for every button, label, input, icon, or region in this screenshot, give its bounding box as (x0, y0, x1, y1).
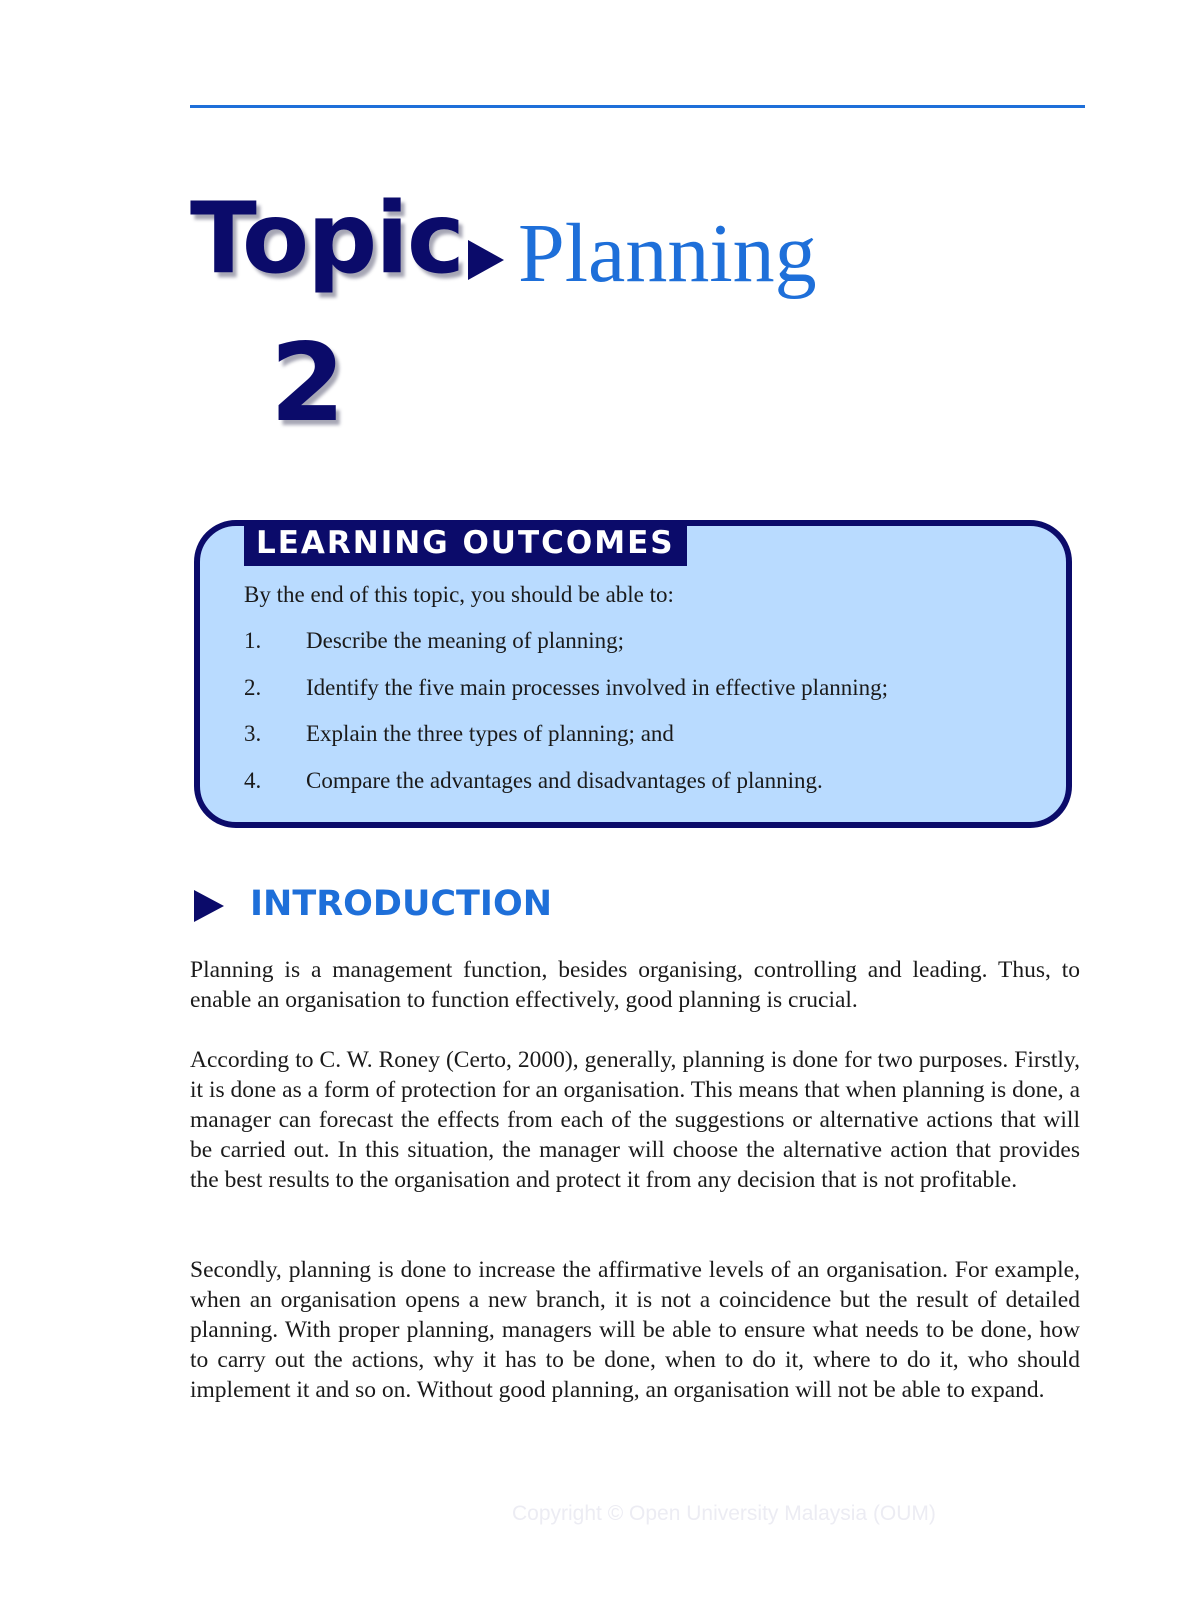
section-arrow-icon (194, 890, 224, 922)
outcome-number: 4. (244, 768, 262, 793)
body-paragraph: Secondly, planning is done to increase the affirmative levels of an organisation. For example, when an organisation opens a new branch, it is not a coincidence but the result of detailed planning. With proper planning, managers will be able to ensure what needs to be done, how to carry out the actions, why it has to be done, when to do it, where to do it, who should implement it and so on. Without good planning, an organisation will not be able to expand. (190, 1257, 1080, 1403)
header-rule (190, 105, 1085, 108)
copyright-watermark: Copyright © Open University Malaysia (OUM) (512, 1502, 936, 1525)
topic-label: Topic (190, 182, 463, 296)
outcome-number: 2. (244, 675, 262, 700)
outcome-item (244, 721, 674, 747)
page-title: Planning (518, 207, 817, 300)
outcome-item (244, 675, 888, 701)
body-paragraph: According to C. W. Roney (Certo, 2000), generally, planning is done for two purposes. Firstly, it is done as a form of protection for an organisation. This means that when planning is done, a manager can forecast the effects from each of the suggestions or alternative actions that will be carried out. In this situation, the manager will choose the alternative action that provides the best results to the organisation and protect it from any decision that is not profitable. (190, 1047, 1080, 1193)
title-arrow-icon (468, 240, 504, 280)
outcome-number: 1. (244, 628, 262, 653)
outcome-item (244, 768, 823, 794)
outcome-text: Compare the advantages and disadvantages of planning. (306, 768, 823, 793)
learning-outcomes-intro: By the end of this topic, you should be able to: (244, 582, 674, 607)
outcome-text: Describe the meaning of planning; (306, 628, 625, 653)
learning-outcomes-label: LEARNING OUTCOMES (244, 520, 687, 566)
body-paragraph: Planning is a management function, besides organising, controlling and leading. Thus, to enable an organisation to function effectively, good planning is crucial. (190, 957, 1080, 1013)
outcome-number: 3. (244, 721, 262, 746)
topic-number: 2 (270, 321, 346, 446)
section-heading-introduction: INTRODUCTION (250, 884, 552, 924)
outcome-item (244, 628, 624, 654)
outcome-text: Identify the five main processes involved in effective planning; (306, 675, 889, 700)
outcome-text: Explain the three types of planning; and (306, 721, 674, 746)
